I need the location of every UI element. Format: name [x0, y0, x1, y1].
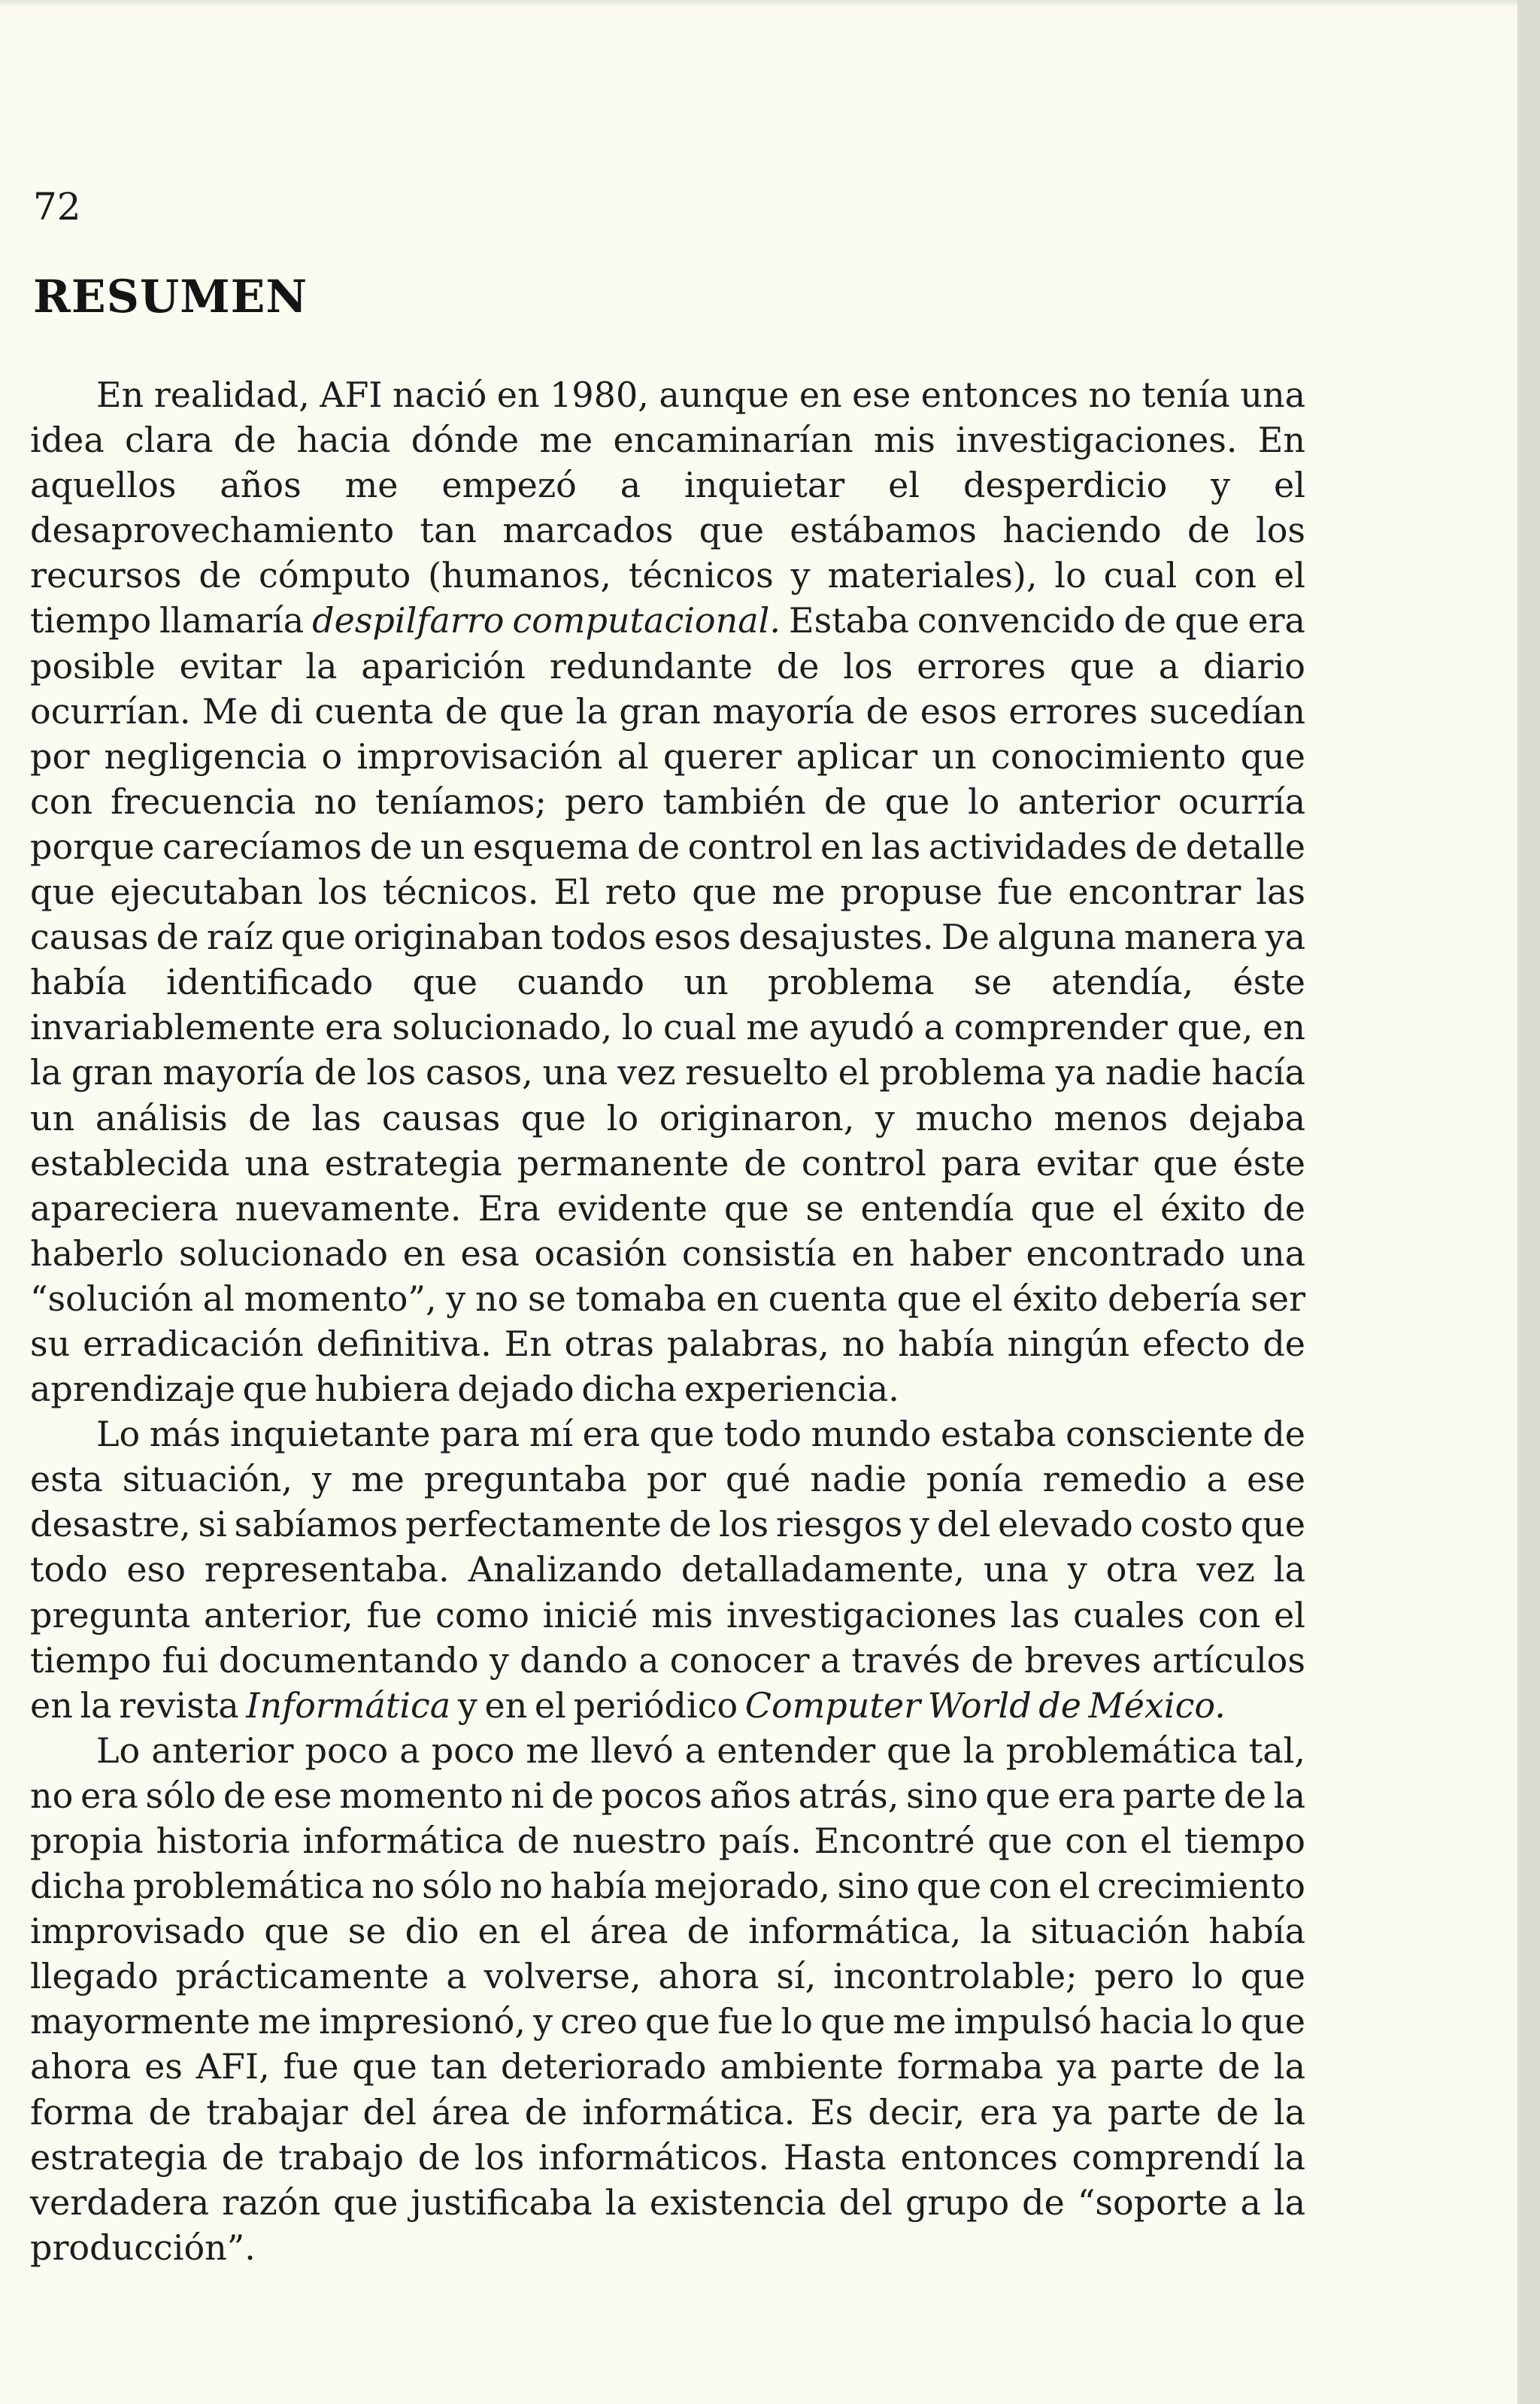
- text-run: En realidad, AFI nació en 1980, aunque en ese entonces no tenía una idea clara de hacia dónde me encaminarían mis investigaciones. En aquellos años me empezó a inquietar el desperdicio y el desaprovechamiento tan marcados que estábamos haciendo de los recursos de cómputo (humanos, técnicos y materiales), lo cual con el tiempo llamaría: [30, 374, 1305, 641]
- page-number: 72: [33, 185, 81, 229]
- text-run: Estaba convencido de que era posible evitar la aparición redundante de los errores que a diario ocurrían. Me di cuenta de que la gran mayoría de esos errores sucedían por negligencia o improvisación al querer aplicar un conocimiento que con frecuencia no teníamos; pero también de que lo anterior ocurría porque carecíamos de un esquema de control en las actividades de detalle que ejecutaban los técnicos. El reto que me propuse fue encontrar las causas de raíz que originaban todos esos desajustes. De alguna manera ya había identificado que cuando un problema se atendía, éste invariablemente era solucionado, lo cual me ayudó a comprender que, en la gran mayoría de los casos, una vez resuelto el problema ya nadie hacía un análisis de las causas que lo originaron, y mucho menos dejaba establecida una estrategia permanente de control para evitar que éste apareciera nuevamente. Era evidente que se entendía que el éxito de haberlo solucionado en esa ocasión consistía en haber encontrado una “solución al momento”, y no se tomaba en cuenta que el éxito debería ser su erradicación definitiva. En otras palabras, no había ningún efecto de aprendizaje que hubiera dejado dicha experiencia.: [30, 600, 1305, 1410]
- text-run: Lo más inquietante para mí era que todo mundo estaba consciente de esta situación, y me preguntaba por qué nadie ponía remedio a ese desastre, si sabíamos perfectamente de los riesgos y del elevado costo que todo eso representaba. Analizando detalladamente, una y otra vez la pregunta anterior, fue como inicié mis investigaciones las cuales con el tiempo fui documentando y dando a conocer a través de breves artículos en la revista: [30, 1414, 1305, 1726]
- text-run: y en el periódico: [450, 1684, 745, 1726]
- newspaper-title: Computer World de México.: [744, 1684, 1226, 1726]
- paragraph: [30, 1728, 1305, 2270]
- page-top-edge: [0, 0, 1517, 8]
- text-run: Lo anterior poco a poco me llevó a entender que la problemática tal, no era sólo de ese momento ni de pocos años atrás, sino que era parte de la propia historia informática de nuestro país. Encontré que con el tiempo dicha problemática no sólo no había mejorado, sino que con el crecimiento improvisado que se dio en el área de informática, la situación había llegado prácticamente a volverse, ahora sí, incontrolable; pero lo que mayormente me impresionó, y creo que fue lo que me impulsó hacia lo que ahora es AFI, fue que tan deteriorado ambiente formaba ya parte de la forma de trabajar del área de informática. Es decir, era ya parte de la estrategia de trabajo de los informáticos. Hasta entonces comprendí la verdadera razón que justificaba la existencia del grupo de “soporte a la producción”.: [30, 1729, 1305, 2268]
- body-text: [30, 372, 1305, 2270]
- paragraph: [30, 372, 1305, 1411]
- page-edge-strip: [1517, 0, 1540, 2404]
- magazine-title: Informática: [246, 1684, 451, 1726]
- italic-term: despilfarro computacional.: [312, 600, 781, 641]
- paragraph: [30, 1411, 1305, 1728]
- section-title: RESUMEN: [33, 271, 308, 323]
